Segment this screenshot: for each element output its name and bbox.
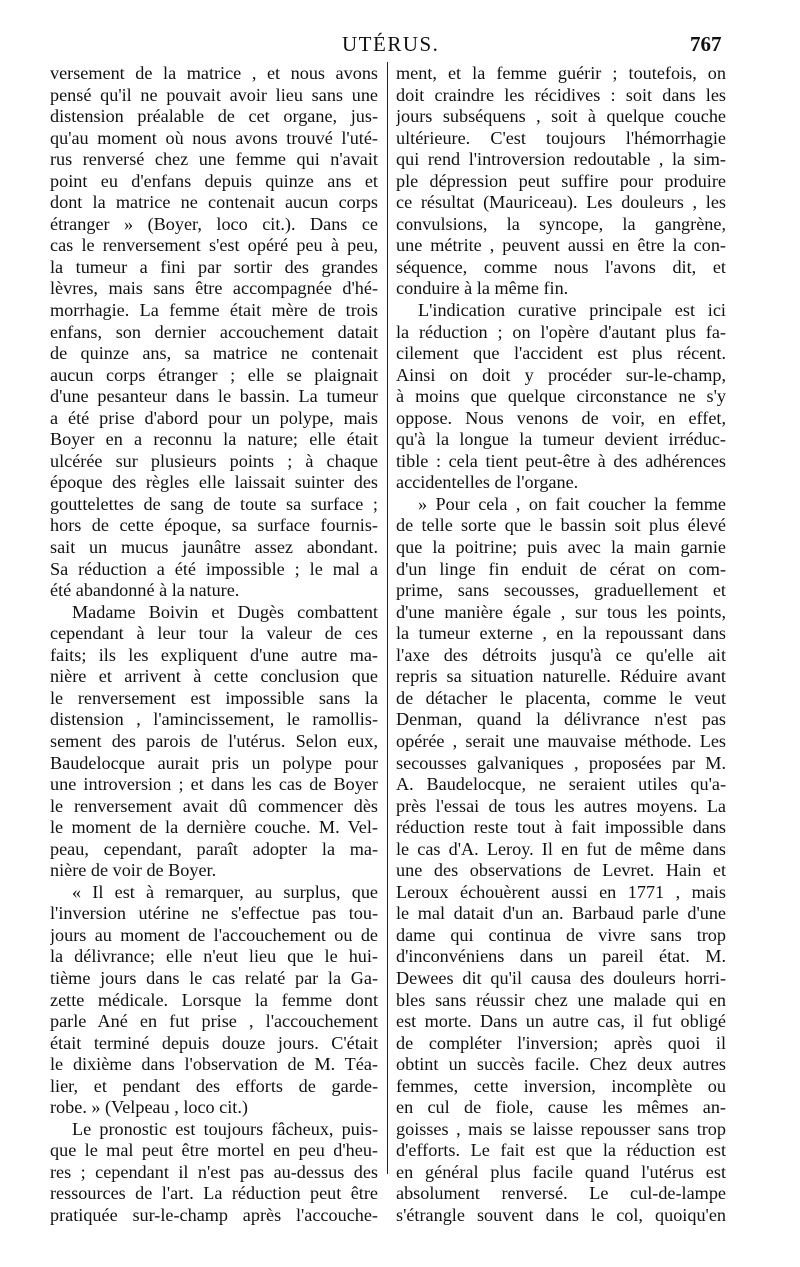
text-line: hors de cette époque, sa surface fournis- bbox=[50, 515, 378, 536]
text-line: de compléter l'inversion; après quoi il bbox=[396, 1032, 726, 1053]
text-line: Ainsi on doit y procéder sur-le-champ, bbox=[396, 364, 726, 385]
text-line: pensé qu'il ne pouvait avoir lieu sans une bbox=[50, 84, 378, 105]
text-line: été abandonné à la nature. bbox=[50, 580, 240, 601]
text-line: de détacher le placenta, comme le veut bbox=[396, 687, 726, 708]
paragraph bbox=[396, 494, 726, 1227]
text-line: une métrite , peuvent aussi en être la con- bbox=[396, 235, 726, 256]
text-line: de telle sorte que le bassin soit plus élevé bbox=[396, 515, 726, 536]
right-column bbox=[396, 63, 726, 1227]
text-line: le moment de la dernière couche. M. Vel- bbox=[50, 817, 378, 838]
text-line: qui rend l'introversion redoutable , la sim- bbox=[396, 149, 726, 170]
text-line: ultérieure. C'est toujours l'hémorrhagie bbox=[396, 127, 726, 148]
running-title: UTÉRUS. bbox=[342, 32, 440, 56]
text-line: Le pronostic est toujours fâcheux, puis- bbox=[72, 1118, 378, 1139]
text-line: distension préalable de cet organe, jus- bbox=[50, 106, 378, 127]
text-line: lier, et pendant des efforts de garde- bbox=[50, 1075, 378, 1096]
text-line: en cul de fiole, cause les mêmes an- bbox=[396, 1097, 726, 1118]
text-line: L'indication curative principale est ici bbox=[418, 300, 726, 321]
text-line: sait un mucus jaunâtre assez abondant. bbox=[50, 537, 378, 558]
text-line: jours subséquens , soit à quelque couche bbox=[396, 106, 726, 127]
paragraph bbox=[50, 882, 378, 1119]
text-line: nière de voir de Boyer. bbox=[50, 860, 217, 881]
paragraph bbox=[396, 63, 726, 300]
text-line: la tumeur externe , en la repoussant dans bbox=[396, 623, 726, 644]
text-line: absolument renversé. Le cul-de-lampe bbox=[396, 1183, 726, 1204]
text-line: réduction reste tout à fait impossible dans bbox=[396, 817, 726, 838]
text-line: dame qui continua de vivre sans trop bbox=[396, 924, 726, 945]
text-line: le renversement avait dû commencer dès bbox=[50, 795, 378, 816]
text-line: repris sa situation naturelle. Réduire avant bbox=[396, 666, 726, 687]
text-line: parle Ané en fut prise , l'accouchement bbox=[50, 1011, 378, 1032]
text-line: pratiquée sur-le-champ après l'accouche- bbox=[50, 1204, 378, 1225]
text-line: jours au moment de l'accouchement ou de bbox=[50, 924, 378, 945]
text-line: Madame Boivin et Dugès combattent bbox=[72, 601, 378, 622]
text-line: Boyer en a reconnu la nature; elle était bbox=[50, 429, 378, 450]
text-line: oppose. Nous venons de voir, en effet, bbox=[396, 407, 726, 428]
text-line: femmes, cette inversion, incomplète ou bbox=[396, 1075, 726, 1096]
text-line: sement des parois de l'utérus. Selon eux, bbox=[50, 730, 378, 751]
text-line: le mal datait d'un an. Barbaud parle d'une bbox=[396, 903, 726, 924]
text-line: ressources de l'art. La réduction peut être bbox=[50, 1183, 378, 1204]
text-line: s'étrangle souvent dans le col, quoiqu'en bbox=[396, 1204, 726, 1225]
text-line: une introversion ; et dans les cas de Boyer bbox=[50, 774, 378, 795]
text-line: une des observations de Levret. Hain et bbox=[396, 860, 726, 881]
text-line: près l'essai de tous les autres moyens. La bbox=[396, 795, 726, 816]
text-line: d'inconvéniens dans un pareil état. M. bbox=[396, 946, 726, 967]
text-line: la délivrance; elle n'eut lieu que le hui- bbox=[50, 946, 378, 967]
text-line: le dixième dans l'observation de M. Téa- bbox=[50, 1054, 378, 1075]
text-line: obtint un succès facile. Chez deux autres bbox=[396, 1054, 726, 1075]
left-column bbox=[50, 63, 378, 1227]
text-line: étranger » (Boyer, loco cit.). Dans ce bbox=[50, 213, 378, 234]
text-line: gouttelettes de sang de toute sa surface ; bbox=[50, 493, 378, 514]
text-line: point eu d'enfans depuis quinze ans et bbox=[50, 170, 378, 191]
text-line: de quinze ans, sa matrice ne contenait bbox=[50, 343, 378, 364]
text-line: le renversement est impossible sans la bbox=[50, 687, 378, 708]
text-line: le cas d'A. Leroy. Il en fut de même dans bbox=[396, 838, 726, 859]
text-line: bles sans réussir chez une malade qui en bbox=[396, 989, 726, 1010]
paragraph bbox=[50, 602, 378, 882]
paragraph bbox=[396, 300, 726, 494]
text-line: d'un linge fin enduit de cérat on com- bbox=[396, 558, 726, 579]
text-line: ple dépression peut suffire pour produire bbox=[396, 170, 726, 191]
text-line: ce résultat (Mauriceau). Les douleurs , les bbox=[396, 192, 726, 213]
text-line: » Pour cela , on fait coucher la femme bbox=[418, 493, 726, 514]
text-line: Dewees dit qu'il causa des douleurs horri- bbox=[396, 967, 726, 988]
text-line: tième jours dans le cas relaté par la Ga- bbox=[50, 967, 378, 988]
text-line: Sa réduction a été impossible ; le mal a bbox=[50, 558, 378, 579]
column-divider bbox=[387, 62, 388, 1174]
text-line: peau, cependant, paraît adopter la ma- bbox=[50, 838, 378, 859]
text-line: secousses galvaniques , proposées par M. bbox=[396, 752, 726, 773]
paragraph bbox=[50, 63, 378, 602]
text-line: la tumeur a fini par sortir des grandes bbox=[50, 256, 378, 277]
text-line: ment, et la femme guérir ; toutefois, on bbox=[396, 63, 726, 83]
text-line: goisses , mais se laisse repousser sans trop bbox=[396, 1118, 726, 1139]
text-line: zette médicale. Lorsque la femme dont bbox=[50, 989, 378, 1010]
paragraph bbox=[50, 1119, 378, 1227]
text-line: était terminé depuis douze jours. C'était bbox=[50, 1032, 378, 1053]
text-line: rus renversé chez une femme qui n'avait bbox=[50, 149, 378, 170]
text-line: faits; ils les expliquent d'une autre ma- bbox=[50, 644, 378, 665]
text-line: la réduction ; on l'opère d'autant plus fa- bbox=[396, 321, 726, 342]
text-line: qu'à la longue la tumeur devient irréduc- bbox=[396, 429, 726, 450]
text-line: conduire à la même fin. bbox=[396, 278, 569, 299]
text-line: est morte. Dans un autre cas, il fut obligé bbox=[396, 1011, 726, 1032]
text-line: cependant à leur tour la valeur de ces bbox=[50, 623, 378, 644]
text-line: l'inversion utérine ne s'effectue pas tou- bbox=[50, 903, 378, 924]
text-line: aucun corps étranger ; elle se plaignait bbox=[50, 364, 378, 385]
text-line: qu'au moment où nous avons trouvé l'uté- bbox=[50, 127, 378, 148]
text-line: à moins que quelque circonstance ne s'y bbox=[396, 386, 726, 407]
text-line: cilement que l'accident est plus récent. bbox=[396, 343, 726, 364]
text-line: morrhagie. La femme était mère de trois bbox=[50, 300, 378, 321]
text-line: l'axe des détroits jusqu'à ce qu'elle ait bbox=[396, 644, 726, 665]
text-line: tible : cela tient peut-être à des adhérences bbox=[396, 450, 726, 471]
text-line: d'efforts. Le fait est que la réduction est bbox=[396, 1140, 726, 1161]
text-line: distension , l'amincissement, le ramollis- bbox=[50, 709, 378, 730]
text-line: d'une manière égale , sur tous les points, bbox=[396, 601, 726, 622]
text-line: dont la matrice ne contenait aucun corps bbox=[50, 192, 378, 213]
text-line: Leroux échouèrent aussi en 1771 , mais bbox=[396, 881, 726, 902]
text-line: Baudelocque aurait pris un polype pour bbox=[50, 752, 378, 773]
running-head bbox=[0, 32, 800, 62]
text-line: robe. » (Velpeau , loco cit.) bbox=[50, 1097, 248, 1118]
text-line: versement de la matrice , et nous avons bbox=[50, 63, 378, 83]
text-line: « Il est à remarquer, au surplus, que bbox=[72, 881, 378, 902]
text-line: convulsions, la syncope, la gangrène, bbox=[396, 213, 726, 234]
text-line: Denman, quand la délivrance n'est pas bbox=[396, 709, 726, 730]
text-line: opérée , serait une mauvaise méthode. Les bbox=[396, 730, 726, 751]
text-line: d'une pesanteur dans le bassin. La tumeur bbox=[50, 386, 378, 407]
text-line: res ; cependant il n'est pas au-dessus des bbox=[50, 1161, 378, 1182]
text-line: nière et arrivent à cette conclusion que bbox=[50, 666, 378, 687]
text-line: époque des règles elle laissait suinter des bbox=[50, 472, 378, 493]
page-number: 767 bbox=[690, 32, 722, 56]
text-line: enfans, son dernier accouchement datait bbox=[50, 321, 378, 342]
text-line: doit craindre les récidives : soit dans les bbox=[396, 84, 726, 105]
text-line: que le mal peut être mortel en peu d'heu- bbox=[50, 1140, 378, 1161]
text-line: que la poitrine; puis avec la main garnie bbox=[396, 537, 726, 558]
text-line: en général plus facile quand l'utérus est bbox=[396, 1161, 726, 1182]
text-line: ulcérée sur plusieurs points ; à chaque bbox=[50, 450, 378, 471]
text-line: A. Baudelocque, ne seraient utiles qu'a- bbox=[396, 774, 726, 795]
text-line: prime, sans secousses, graduellement et bbox=[396, 580, 726, 601]
text-line: accidentelles de l'organe. bbox=[396, 472, 579, 493]
text-line: lèvres, mais sans être accompagnée d'hé- bbox=[50, 278, 378, 299]
text-line: a été prise d'abord pour un polype, mais bbox=[50, 407, 378, 428]
text-line: séquence, comme nous l'avons dit, et bbox=[396, 256, 726, 277]
text-line: cas le renversement s'est opéré peu à peu, bbox=[50, 235, 378, 256]
